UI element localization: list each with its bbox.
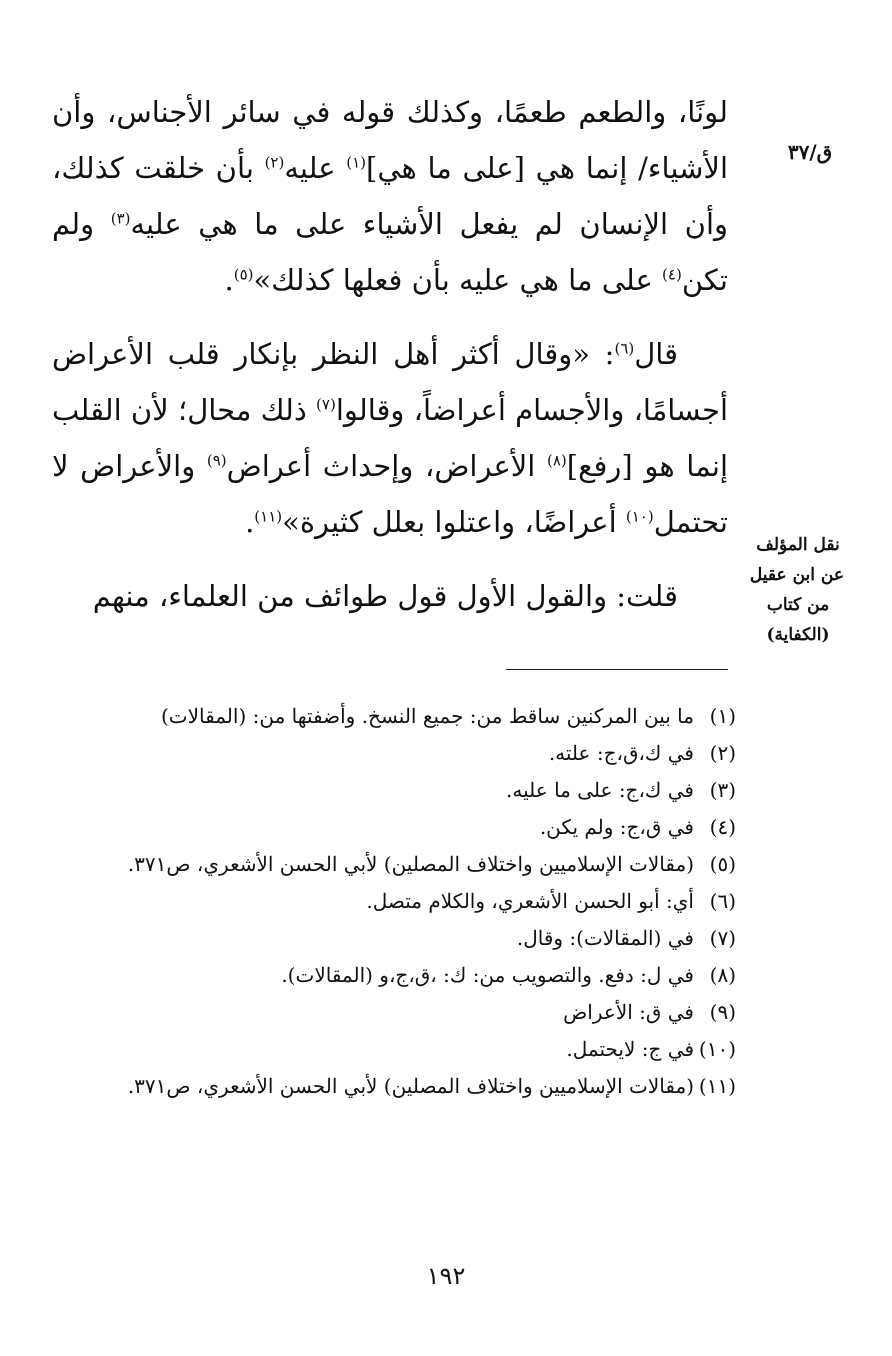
text-run: والأعراض لا تحتمل xyxy=(52,449,728,539)
footnote-text: ما بين المركنين ساقط من: جميع النسخ. وأضفتها من: (المقالات) xyxy=(161,704,694,728)
footnote xyxy=(56,735,736,772)
text-run: الأعراض، وإحداث أعراض xyxy=(226,449,547,483)
footnote-number: (٣) xyxy=(709,778,736,802)
footnote-text: أي: أبو الحسن الأشعري، والكلام متصل. xyxy=(366,889,694,913)
footnote xyxy=(56,698,736,735)
text-run: أعراضًا، واعتلوا بعلل كثيرة» xyxy=(282,505,626,539)
footnotes xyxy=(56,698,736,1105)
footnote xyxy=(56,772,736,809)
text-run: ولم تكن xyxy=(52,207,728,297)
footnote-marker: (٢) xyxy=(264,153,285,172)
footnote-number: (٨) xyxy=(709,963,736,987)
text-run: ذلك محال؛ لأن القلب إنما هو [رفع] xyxy=(52,393,729,483)
text-run: بأن خلقت كذلك، وأن الإنسان لم يفعل الأشياء على ما هي عليه xyxy=(52,151,729,241)
footnote-number: (١) xyxy=(709,704,736,728)
footnote-marker: (٥) xyxy=(233,265,254,284)
footnote xyxy=(56,846,736,883)
footnote-marker: (٨) xyxy=(547,451,567,470)
text-run: : «وقال أكثر أهل النظر بإنكار قلب الأعراض أجسامًا، والأجسام أعراضاً، وقالوا xyxy=(52,337,728,427)
footnote-text: في ق: الأعراض xyxy=(563,1000,694,1024)
footnote-marker: (٧) xyxy=(316,395,336,414)
footnote xyxy=(56,1068,736,1105)
footnote-text: في ك،ق،ج: علته. xyxy=(548,741,694,765)
text-run: قال xyxy=(634,337,678,371)
footnote-number: (١٠) xyxy=(698,1037,736,1061)
margin-note xyxy=(749,530,844,650)
footnote xyxy=(56,883,736,920)
footnote-marker: (١١) xyxy=(254,507,283,526)
footnote xyxy=(56,1031,736,1068)
footnote-number: (٧) xyxy=(709,926,736,950)
footnote-number: (٤) xyxy=(709,815,736,839)
footnote-text: (مقالات الإسلاميين واختلاف المصلين) لأبي الحسن الأشعري، ص٣٧١. xyxy=(127,852,694,876)
footnote xyxy=(56,920,736,957)
paragraph-2 xyxy=(52,326,728,550)
footnote xyxy=(56,809,736,846)
footnote-number: (٦) xyxy=(709,889,736,913)
footnote-text: في ج: لايحتمل. xyxy=(566,1037,694,1061)
footnote-text: في ل: دفع. والتصويب من: ك: ،ق،ج،و (المقالات). xyxy=(281,963,694,987)
footnote-marker: (٩) xyxy=(206,451,227,470)
paragraph-1 xyxy=(52,84,728,308)
footnote-text: في (المقالات): وقال. xyxy=(516,926,694,950)
footnote xyxy=(56,994,736,1031)
footnote-marker: (٣) xyxy=(110,209,131,228)
footnote-number: (١١) xyxy=(698,1074,736,1098)
manuscript-folio-reference: ق/٣٧ xyxy=(787,140,833,164)
footnote-text: في ق،ج: ولم يكن. xyxy=(539,815,694,839)
paragraph-3: قلت: والقول الأول قول طوائف من العلماء، منهم xyxy=(92,579,678,613)
margin-note-line: من كتاب xyxy=(766,595,830,615)
text-run: . xyxy=(224,263,234,297)
page-number: ١٩٢ xyxy=(426,1262,466,1290)
footnote-marker: (١) xyxy=(346,153,367,172)
text-run: . xyxy=(245,505,255,539)
footnote-number: (٩) xyxy=(709,1000,736,1024)
footnote-text: في ك،ج: على ما عليه. xyxy=(506,778,694,802)
text-run: عليه xyxy=(284,151,347,185)
footnote-number: (٥) xyxy=(709,852,736,876)
footnote-marker: (١٠) xyxy=(625,507,654,526)
margin-note-line: (الكفاية) xyxy=(766,625,830,645)
main-text xyxy=(52,84,728,624)
footnote-marker: (٤) xyxy=(662,265,682,284)
footnote xyxy=(56,957,736,994)
footnote-marker: (٦) xyxy=(614,339,635,358)
footnote-separator xyxy=(506,669,728,670)
footnote-number: (٢) xyxy=(709,741,736,765)
margin-note-line: نقل المؤلف xyxy=(756,535,840,555)
text-run: على ما هي عليه بأن فعلها كذلك» xyxy=(253,263,663,297)
text-run: لونًا، والطعم طعمًا، وكذلك قوله في سائر الأجناس، وأن الأشياء/ إنما هي [على ما هي] xyxy=(52,95,729,185)
margin-note-line: عن ابن عقيل xyxy=(749,565,844,585)
footnote-text: (مقالات الإسلاميين واختلاف المصلين) لأبي الحسن الأشعري، ص٣٧١. xyxy=(127,1074,694,1098)
